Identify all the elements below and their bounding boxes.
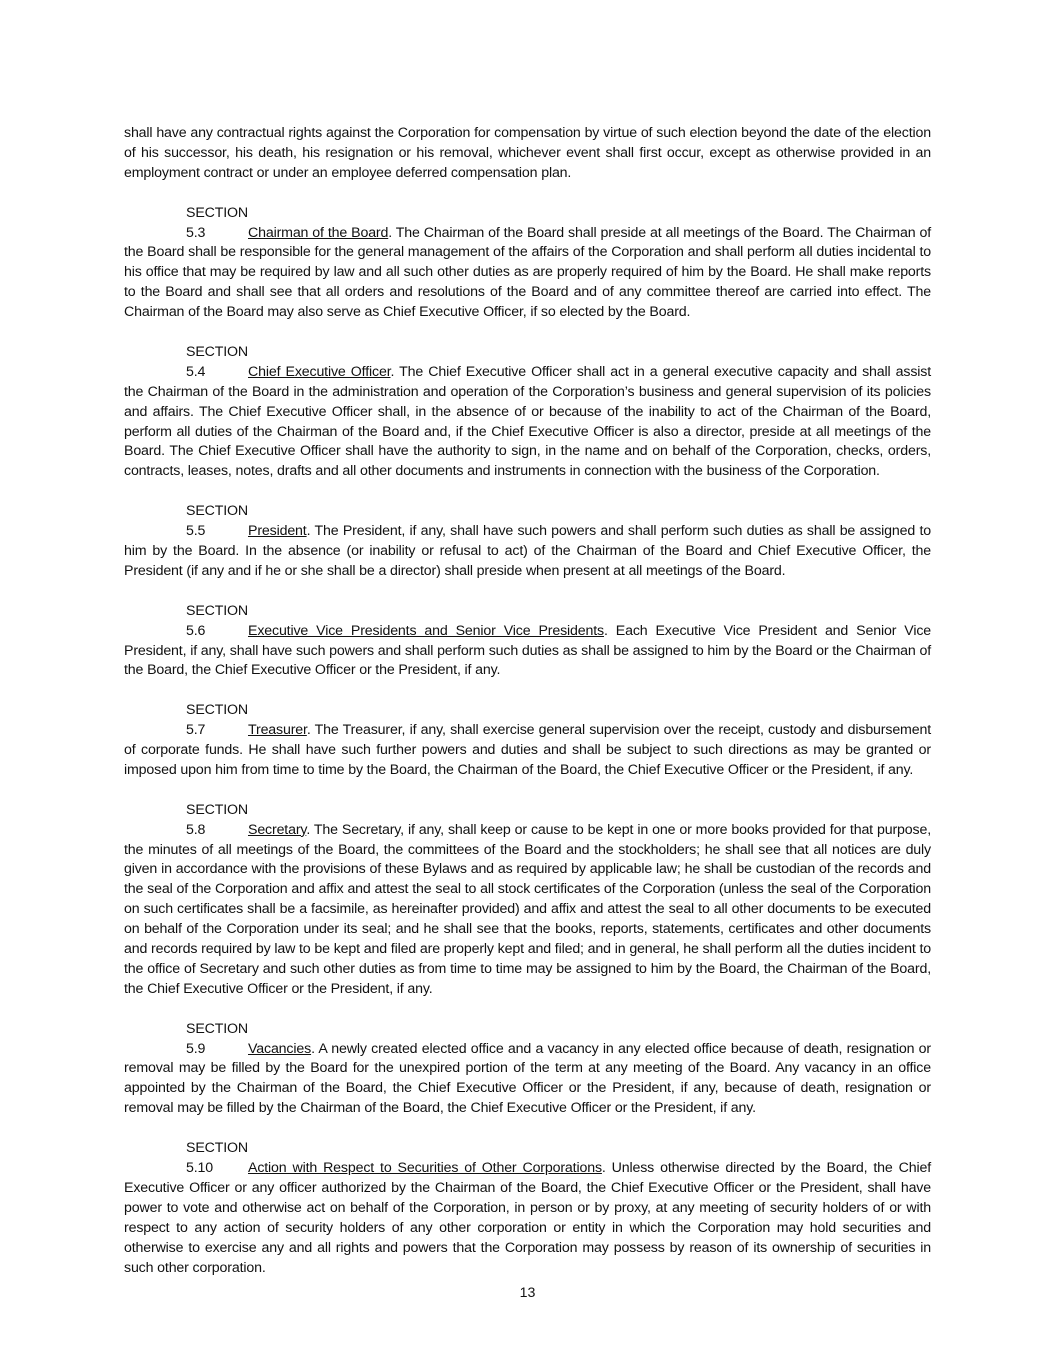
section-body: . The Chairman of the Board shall preside at all meetings of the Board. The Chairman of the Board shall be responsible for the general management of the affairs of the Corporation and shall perform all duties incidental to his office that may be required by law and all such other duties as are properly required of him by the Board. He shall make reports to the Board and shall see that all orders and resolutions of the Board and of any committee thereof are carried into effect. The Chairman of the Board may also serve as Chief Executive Officer, if so elected by the Board. xyxy=(124,224,931,321)
section-5-7 xyxy=(124,701,931,781)
section-5-4 xyxy=(124,343,931,482)
section-number: SECTION 5.5 xyxy=(186,503,249,540)
section-number: SECTION 5.4 xyxy=(186,343,249,380)
section-number: SECTION 5.6 xyxy=(186,602,249,639)
section-5-8 xyxy=(124,801,931,1000)
section-body: . The Chief Executive Officer shall act in a general executive capacity and shall assist the Chairman of the Board in the administration and operation of the Corporation’s business and general supervision of its policies and affairs. The Chief Executive Officer shall, in the absence of or because of the inability to act of the Chairman of the Board, perform all duties of the Chairman of the Board and, if the Chief Executive Officer is also a director, preside at all meetings of the Board. The Chief Executive Officer shall have the authority to sign, in the name and on behalf of the Corporation, checks, orders, contracts, leases, notes, drafts and all other documents and instruments in connection with the business of the Corporation. xyxy=(124,363,932,480)
section-heading: Treasurer xyxy=(248,722,307,739)
section-number: SECTION 5.10 xyxy=(186,1140,249,1176)
section-number: SECTION 5.9 xyxy=(186,1020,249,1057)
section-heading: President xyxy=(248,523,307,540)
section-5-6 xyxy=(124,602,931,682)
section-5-9 xyxy=(124,1020,931,1120)
section-heading: Chairman of the Board xyxy=(248,224,389,241)
section-heading: Vacancies xyxy=(248,1040,312,1057)
section-5-5 xyxy=(124,502,931,582)
section-heading: Chief Executive Officer xyxy=(248,363,391,380)
section-number: SECTION 5.3 xyxy=(186,204,249,241)
section-number: SECTION 5.8 xyxy=(186,801,249,838)
section-body: . The Secretary, if any, shall keep or cause to be kept in one or more books provided for that purpose, the minutes of all meetings of the Board, the committees of the Board and the stockholders; he shall see that all notices are duly given in accordance with the provisions of these Bylaws and as required by applicable law; he shall be custodian of the records and the seal of the Corporation and affix and attest the seal to all stock certificates of the Corporation (unless the seal of the Corporation on such certificates shall be a facsimile, as hereinafter provided) and affix and attest the seal to all other documents to be executed on behalf of the Corporation under its seal; and he shall see that the books, reports, statements, certificates and other documents and records required by law to be kept and filed are properly kept and filed; and in general, he shall perform all the duties incident to the office of Secretary and such other duties as from time to time may be assigned to him by the Board, the Chairman of the Board, the Chief Executive Officer or the President, if any. xyxy=(124,821,931,997)
section-body: . A newly created elected office and a vacancy in any elected office because of death, resignation or removal may be filled by the Board for the unexpired portion of the term at any meeting of the Board. Any vacancy in an office appointed by the Chairman of the Board, the Chief Executive Officer or the President, if any, because of death, resignation or removal may be filled by the Chairman of the Board, the Chief Executive Officer or the President, if any. xyxy=(124,1040,931,1117)
section-body: . The Treasurer, if any, shall exercise general supervision over the receipt, custody and disbursement of corporate funds. He shall have such further powers and duties and shall be subject to such directions as may be granted or imposed upon him from time to time by the Board, the Chairman of the Board, the Chief Executive Officer or the President, if any. xyxy=(124,722,931,778)
section-body: . Unless otherwise directed by the Board, the Chief Executive Officer or any officer authorized by the Chairman of the Board, the Chief Executive Officer or the President, shall have power to vote and otherwise act on behalf of the Corporation, in person or by proxy, at any meeting of security holders of or with respect to any action of security holders of any other corporation or entity in which the Corporation may hold securities and otherwise to exercise any and all rights and powers that the Corporation may possess by reason of its ownership of securities in such other corporation. xyxy=(124,1160,931,1276)
section-body: . The President, if any, shall have such powers and shall perform such duties as shall be assigned to him by the Board. In the absence (or inability or refusal to act) of the Chairman of the Board and Chief Executive Officer, the President (if any and if he or she shall be a director) shall preside when present at all meetings of the Board. xyxy=(124,523,931,579)
section-heading: Secretary xyxy=(248,821,307,838)
section-5-10 xyxy=(124,1139,931,1278)
section-5-3 xyxy=(124,204,931,323)
section-heading: Executive Vice Presidents and Senior Vice Presidents xyxy=(248,622,604,639)
section-number: SECTION 5.7 xyxy=(186,702,249,739)
document-page xyxy=(124,124,931,1298)
page-number: 13 xyxy=(519,1285,536,1301)
section-body: . Each Executive Vice President and Senior Vice President, if any, shall have such powers and shall perform such duties as shall be assigned to him by the Board or the Chairman of the Board, the Chief Executive Officer or the President, if any. xyxy=(124,622,931,679)
section-heading: Action with Respect to Securities of Other Corporations xyxy=(248,1160,602,1176)
intro-paragraph: shall have any contractual rights against the Corporation for compensation by virtue of such election beyond the date of the election of his successor, his death, his resignation or his removal, whichever event shall first occur, except as otherwise provided in an employment contract or under an employee deferred compensation plan. xyxy=(124,125,931,181)
